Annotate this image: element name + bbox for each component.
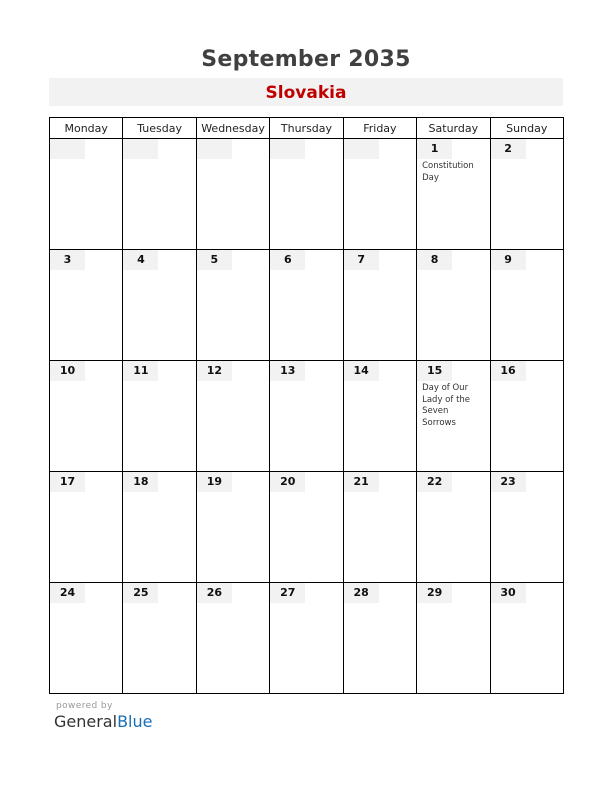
day-number: 9 xyxy=(491,250,526,270)
day-number: 29 xyxy=(417,583,452,603)
day-number: 11 xyxy=(123,361,158,381)
day-cell xyxy=(123,583,196,694)
day-cell xyxy=(123,250,196,361)
day-number: 15 xyxy=(417,361,452,381)
day-number: 27 xyxy=(270,583,305,603)
day-cell xyxy=(343,472,416,583)
day-cell xyxy=(490,139,563,250)
day-cell xyxy=(50,583,123,694)
day-number xyxy=(123,139,158,159)
weekday-header: Tuesday xyxy=(123,118,196,139)
day-cell xyxy=(417,361,490,472)
day-cell xyxy=(417,583,490,694)
day-number: 17 xyxy=(50,472,85,492)
day-number: 5 xyxy=(197,250,232,270)
day-number: 4 xyxy=(123,250,158,270)
day-cell xyxy=(196,139,269,250)
weekday-header: Monday xyxy=(50,118,123,139)
day-number: 18 xyxy=(123,472,158,492)
powered-by-text: powered by xyxy=(56,701,113,711)
day-number: 12 xyxy=(197,361,232,381)
holiday-label: Day of Our Lady of the Seven Sorrows xyxy=(422,383,471,428)
day-cell xyxy=(50,250,123,361)
day-number xyxy=(344,139,379,159)
day-cell xyxy=(196,472,269,583)
day-cell xyxy=(417,472,490,583)
day-cell xyxy=(490,583,563,694)
day-number: 2 xyxy=(491,139,526,159)
generalblue-logo[interactable] xyxy=(54,712,152,731)
day-number: 8 xyxy=(417,250,452,270)
week-row xyxy=(50,361,564,472)
day-cell xyxy=(270,139,343,250)
day-cell xyxy=(50,361,123,472)
day-number: 7 xyxy=(344,250,379,270)
day-number: 6 xyxy=(270,250,305,270)
day-cell xyxy=(270,361,343,472)
weekday-header: Friday xyxy=(343,118,416,139)
weekday-header-row xyxy=(50,118,564,139)
day-cell xyxy=(123,361,196,472)
weekday-header: Sunday xyxy=(490,118,563,139)
day-cell xyxy=(50,472,123,583)
day-number: 3 xyxy=(50,250,85,270)
logo-text-general: General xyxy=(54,712,118,731)
week-row xyxy=(50,583,564,694)
day-number: 25 xyxy=(123,583,158,603)
day-cell xyxy=(270,250,343,361)
holiday-label: Constitution Day xyxy=(422,161,474,183)
day-number xyxy=(270,139,305,159)
week-row xyxy=(50,472,564,583)
day-cell xyxy=(343,139,416,250)
day-number: 13 xyxy=(270,361,305,381)
calendar-body xyxy=(50,139,564,694)
day-cell xyxy=(270,583,343,694)
day-cell xyxy=(490,250,563,361)
day-cell xyxy=(343,361,416,472)
day-cell xyxy=(490,361,563,472)
day-number xyxy=(197,139,232,159)
weekday-header: Wednesday xyxy=(196,118,269,139)
country-name: Slovakia xyxy=(265,83,347,103)
day-cell xyxy=(123,139,196,250)
day-cell xyxy=(417,139,490,250)
day-number: 24 xyxy=(50,583,85,603)
day-number xyxy=(50,139,85,159)
day-cell xyxy=(343,583,416,694)
day-number: 1 xyxy=(417,139,452,159)
week-row xyxy=(50,139,564,250)
day-cell xyxy=(343,250,416,361)
calendar-grid xyxy=(49,117,564,694)
day-number: 23 xyxy=(491,472,526,492)
country-banner xyxy=(49,78,563,106)
day-number: 28 xyxy=(344,583,379,603)
day-cell xyxy=(196,250,269,361)
day-cell xyxy=(417,250,490,361)
day-number: 30 xyxy=(491,583,526,603)
day-number: 26 xyxy=(197,583,232,603)
day-number: 14 xyxy=(344,361,379,381)
day-cell xyxy=(270,472,343,583)
weekday-header: Saturday xyxy=(417,118,490,139)
day-cell xyxy=(123,472,196,583)
logo-text-blue: Blue xyxy=(117,712,153,731)
day-number: 10 xyxy=(50,361,85,381)
weekday-header: Thursday xyxy=(270,118,343,139)
day-number: 16 xyxy=(491,361,526,381)
day-number: 21 xyxy=(344,472,379,492)
day-number: 20 xyxy=(270,472,305,492)
day-cell xyxy=(490,472,563,583)
day-number: 22 xyxy=(417,472,452,492)
day-cell xyxy=(50,139,123,250)
page-title: September 2035 xyxy=(201,47,411,72)
day-cell xyxy=(196,583,269,694)
week-row xyxy=(50,250,564,361)
day-cell xyxy=(196,361,269,472)
day-number: 19 xyxy=(197,472,232,492)
